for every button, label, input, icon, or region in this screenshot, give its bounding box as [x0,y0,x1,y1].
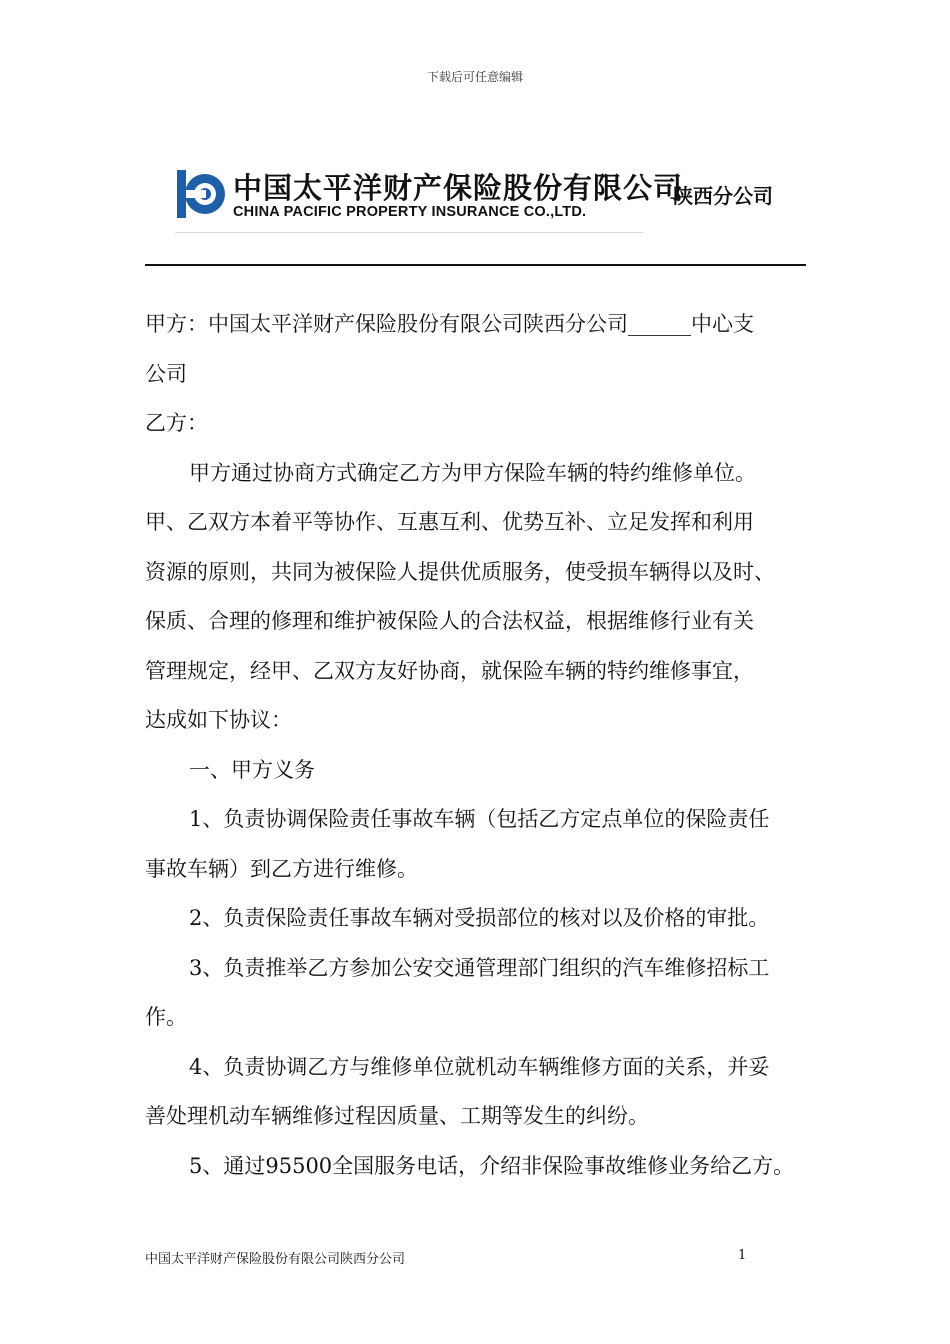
contract-body [145,300,810,1191]
clause-line: 作。 [145,1005,187,1029]
branch-name: 陕西分公司 [673,184,773,208]
footer-company: 中国太平洋财产保险股份有限公司陕西分公司 [145,1252,406,1267]
clause-line: 事故车辆）到乙方进行维修。 [145,856,418,881]
paragraph-line: 管理规定，经甲、乙双方友好协商，就保险车辆的特约维修事宜， [145,658,754,683]
clause-line: 善处理机动车辆维修过程因质量、工期等发生的纠纷。 [145,1104,649,1128]
company-logo [175,160,684,236]
cpic-logo-icon [175,168,227,220]
party-a-line: 甲方：中国太平洋财产保险股份有限公司陕西分公司______中心支 [145,312,754,336]
party-a-line-cont: 公司 [145,361,187,386]
header-rule [145,264,806,266]
section-heading: 一、甲方义务 [189,757,315,782]
paragraph-line: 达成如下协议： [145,708,292,732]
logo-english-name: CHINA PACIFIC PROPERTY INSURANCE CO.,LTD. [233,204,587,220]
clause-line: 1、负责协调保险责任事故车辆（包括乙方定点单位的保险责任 [189,807,770,831]
clause-line: 5、通过95500全国服务电话，介绍非保险事故维修业务给乙方。 [189,1153,795,1178]
paragraph-line: 甲、乙双方本着平等协作、互惠互利、优势互补、立足发挥和利用 [145,510,754,534]
download-note: 下载后可任意编辑 [426,70,523,84]
clause-line: 2、负责保险责任事故车辆对受损部位的核对以及价格的审批。 [189,906,770,930]
party-b-line: 乙方： [145,411,208,435]
paragraph-line: 保质、合理的修理和维护被保险人的合法权益，根据维修行业有关 [145,609,754,633]
page-number: 1 [738,1248,747,1263]
logo-chinese-name: 中国太平洋财产保险股份有限公司 [233,171,684,205]
clause-line: 4、负责协调乙方与维修单位就机动车辆维修方面的关系，并妥 [189,1054,770,1079]
clause-line: 3、负责推举乙方参加公安交通管理部门组织的汽车维修招标工 [189,955,770,980]
paragraph-line: 资源的原则，共同为被保险人提供优质服务，使受损车辆得以及时、 [145,559,775,584]
logo-divider [175,232,643,233]
paragraph-line: 甲方通过协商方式确定乙方为甲方保险车辆的特约维修单位。 [189,460,756,485]
